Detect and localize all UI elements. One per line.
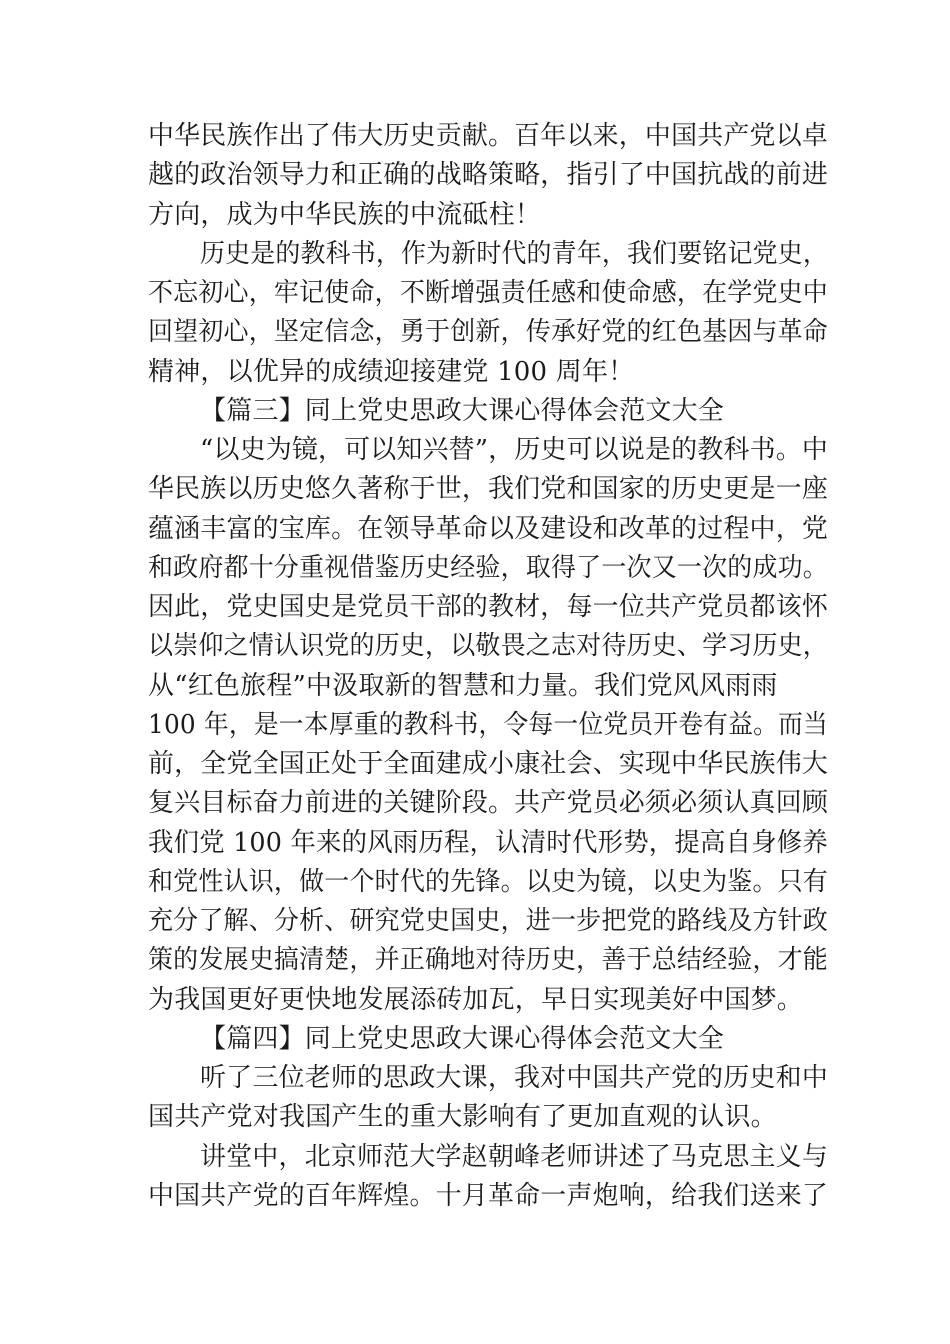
text-line: 复兴目标奋力前进的关键阶段。共产党员必须必须认真回顾 (148, 788, 828, 818)
paragraph-first-line: 听了三位老师的思政大课，我对中国共产党的历史和中 (200, 1063, 828, 1093)
section-heading-3: 【篇三】同上党史思政大课心得体会范文大全 (200, 396, 725, 426)
text-line: 精神，以优异的成绩迎接建党 100 周年！ (148, 357, 635, 387)
text-line: 前，全党全国正处于全面建成小康社会、实现中华民族伟大 (148, 749, 828, 779)
text-line: 回望初心，坚定信念，勇于创新，传承好党的红色基因与革命 (148, 317, 828, 347)
text-line: 中华民族作出了伟大历史贡献。百年以来，中国共产党以卓 (148, 121, 828, 151)
paragraph-first-line: 历史是的教科书，作为新时代的青年，我们要铭记党史， (200, 239, 828, 269)
text-line: 以崇仰之情认识党的历史，以敬畏之志对待历史、学习历史， (148, 631, 828, 661)
text-line: 中国共产党的百年辉煌。十月革命一声炮响，给我们送来了 (148, 1181, 828, 1211)
text-line: 策的发展史搞清楚，并正确地对待历史，善于总结经验，才能 (148, 945, 828, 975)
text-line: 国共产党对我国产生的重大影响有了更加直观的认识。 (148, 1102, 777, 1132)
text-line: 充分了解、分析、研究党史国史，进一步把党的路线及方针政 (148, 906, 828, 936)
section-heading-4: 【篇四】同上党史思政大课心得体会范文大全 (200, 1024, 725, 1054)
text-line: 蕴涵丰富的宝库。在领导革命以及建设和改革的过程中，党 (148, 514, 828, 544)
text-line: 100 年，是一本厚重的教科书，令每一位党员开卷有益。而当 (148, 710, 828, 740)
text-line: 从“红色旅程”中汲取新的智慧和力量。我们党风风雨雨 (148, 671, 778, 701)
text-line: 方向，成为中华民族的中流砥柱！ (148, 200, 542, 230)
paragraph-first-line: “以史为镜，可以知兴替”，历史可以说是的教科书。中 (200, 435, 828, 465)
text-line: 因此，党史国史是党员干部的教材，每一位共产党员都该怀 (148, 592, 828, 622)
text-line: 和党性认识，做一个时代的先锋。以史为镜，以史为鉴。只有 (148, 867, 828, 897)
text-line: 我们党 100 年来的风雨历程，认清时代形势，提高自身修养 (148, 828, 828, 858)
text-line: 越的政治领导力和正确的战略策略，指引了中国抗战的前进 (148, 160, 828, 190)
text-line: 不忘初心，牢记使命，不断增强责任感和使命感，在学党史中 (148, 278, 828, 308)
paragraph-first-line: 讲堂中，北京师范大学赵朝峰老师讲述了马克思主义与 (200, 1142, 828, 1172)
text-line: 华民族以历史悠久著称于世，我们党和国家的历史更是一座 (148, 474, 828, 504)
text-line: 为我国更好更快地发展添砖加瓦，早日实现美好中国梦。 (148, 985, 804, 1015)
text-line: 和政府都十分重视借鉴历史经验，取得了一次又一次的成功。 (148, 553, 828, 583)
